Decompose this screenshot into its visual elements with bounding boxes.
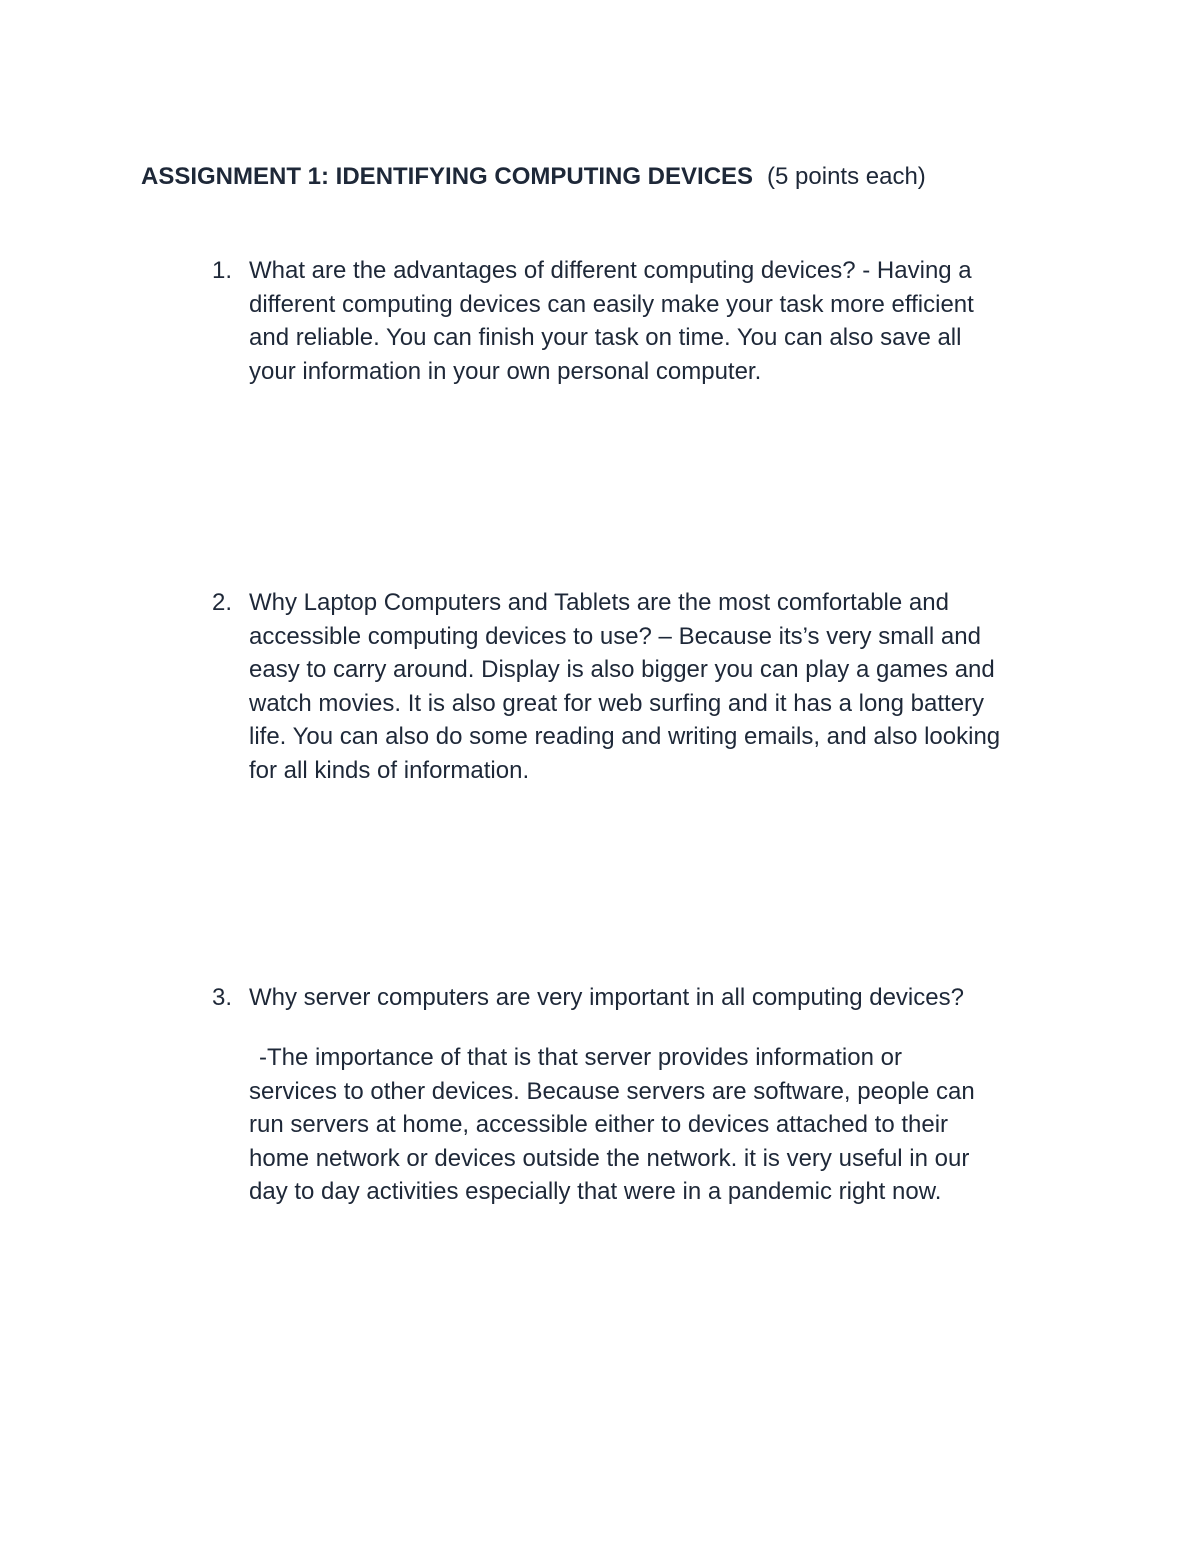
question-number: 3. xyxy=(212,984,233,1011)
text-line: different computing devices can easily make your task more efficient xyxy=(249,290,974,318)
text-line: run servers at home, accessible either to devices attached to their xyxy=(249,1111,949,1139)
assignment-points-note: (5 points each) xyxy=(767,163,926,190)
text-line: your information in your own personal computer. xyxy=(249,357,762,385)
assignment-title-main: ASSIGNMENT 1: IDENTIFYING COMPUTING DEVICES xyxy=(141,163,754,190)
question-number: 2. xyxy=(212,589,233,616)
question-text xyxy=(249,981,1069,1015)
question-number: 1. xyxy=(212,257,233,284)
text-line: accessible computing devices to use? – Because its’s very small and xyxy=(249,622,981,650)
text-line: home network or devices outside the network. it is very useful in our xyxy=(249,1144,970,1172)
text-line: for all kinds of information. xyxy=(249,756,530,784)
text-line: -The importance of that is that server provides information or xyxy=(259,1044,902,1071)
answer-text-3 xyxy=(249,1041,1069,1209)
text-line: watch movies. It is also great for web surfing and it has a long battery xyxy=(249,689,985,717)
text-line: day to day activities especially that were in a pandemic right now. xyxy=(249,1178,942,1206)
question-text xyxy=(249,586,1069,788)
text-line: easy to carry around. Display is also bigger you can play a games and xyxy=(249,656,995,684)
text-line: and reliable. You can finish your task on time. You can also save all xyxy=(249,324,962,352)
text-line: Why server computers are very important in all computing devices? xyxy=(249,984,964,1011)
text-line: life. You can also do some reading and writing emails, and also looking xyxy=(249,723,1001,751)
text-line: What are the advantages of different computing devices? - Having a xyxy=(249,257,972,284)
assignment-title xyxy=(141,162,926,192)
question-text xyxy=(249,254,1069,388)
text-line: services to other devices. Because servers are software, people can xyxy=(249,1077,975,1105)
text-line: Why Laptop Computers and Tablets are the most comfortable and xyxy=(249,589,949,616)
